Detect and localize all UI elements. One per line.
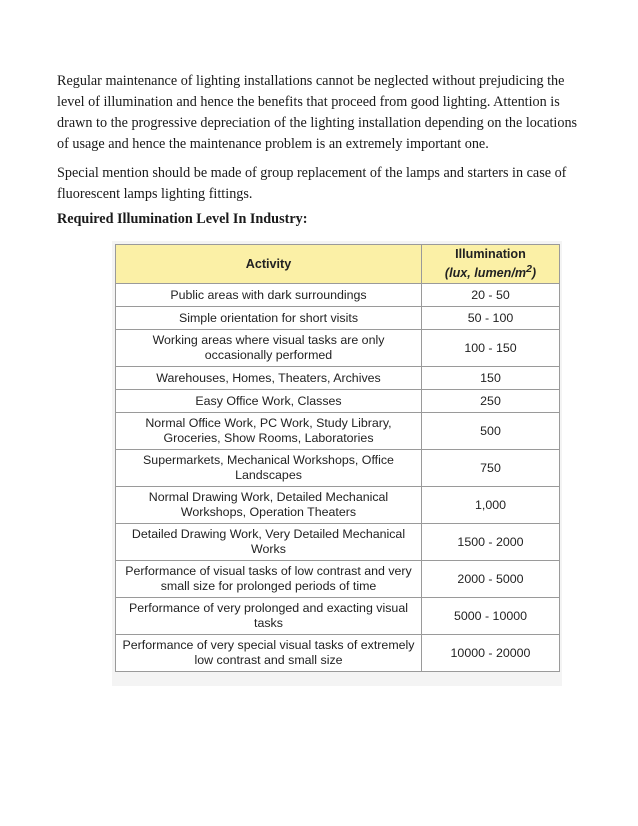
activity-cell: Normal Office Work, PC Work, Study Library, Groceries, Show Rooms, Laboratories bbox=[116, 413, 422, 450]
illumination-table bbox=[115, 244, 560, 672]
activity-cell: Performance of visual tasks of low contrast and very small size for prolonged periods of time bbox=[116, 561, 422, 598]
illumination-cell: 100 - 150 bbox=[422, 330, 560, 367]
activity-cell: Public areas with dark surroundings bbox=[116, 284, 422, 307]
activity-cell: Performance of very special visual tasks of extremely low contrast and small size bbox=[116, 635, 422, 672]
table-row bbox=[116, 561, 560, 598]
table-row bbox=[116, 390, 560, 413]
illumination-cell: 1500 - 2000 bbox=[422, 524, 560, 561]
activity-cell: Detailed Drawing Work, Very Detailed Mechanical Works bbox=[116, 524, 422, 561]
illumination-cell: 20 - 50 bbox=[422, 284, 560, 307]
illumination-cell: 10000 - 20000 bbox=[422, 635, 560, 672]
unit-superscript: 2 bbox=[526, 262, 532, 275]
table-row bbox=[116, 487, 560, 524]
illumination-table-image bbox=[112, 241, 562, 686]
illumination-cell: 2000 - 5000 bbox=[422, 561, 560, 598]
header-illumination-label: Illumination bbox=[455, 246, 526, 261]
illumination-cell: 500 bbox=[422, 413, 560, 450]
header-illumination-unit bbox=[444, 262, 537, 281]
activity-cell: Warehouses, Homes, Theaters, Archives bbox=[116, 367, 422, 390]
paragraph-group-replacement: Special mention should be made of group replacement of the lamps and starters in case of fluorescent lamps lighting fittings. bbox=[57, 165, 567, 202]
table-row bbox=[116, 413, 560, 450]
header-activity: Activity bbox=[116, 245, 422, 284]
activity-cell: Simple orientation for short visits bbox=[116, 307, 422, 330]
illumination-cell: 250 bbox=[422, 390, 560, 413]
illumination-cell: 1,000 bbox=[422, 487, 560, 524]
illumination-cell: 5000 - 10000 bbox=[422, 598, 560, 635]
table-row bbox=[116, 330, 560, 367]
activity-cell: Normal Drawing Work, Detailed Mechanical Workshops, Operation Theaters bbox=[116, 487, 422, 524]
activity-cell: Easy Office Work, Classes bbox=[116, 390, 422, 413]
table-row bbox=[116, 635, 560, 672]
table-row bbox=[116, 524, 560, 561]
activity-cell: Supermarkets, Mechanical Workshops, Office Landscapes bbox=[116, 450, 422, 487]
illumination-cell: 150 bbox=[422, 367, 560, 390]
table-row bbox=[116, 450, 560, 487]
header-illumination bbox=[422, 245, 560, 284]
table-row bbox=[116, 367, 560, 390]
paragraph-maintenance: Regular maintenance of lighting installations cannot be neglected without prejudicing the level of illumination and hence the benefits that proceed from good lighting. Attention is drawn to the progressive depreciation of the lighting installation depending on the locations of usage and hence the maintenance problem is an extremely important one. bbox=[57, 73, 578, 152]
table-header-row bbox=[116, 245, 560, 284]
unit-prefix: (lux, lumen/m bbox=[444, 266, 527, 281]
activity-cell: Working areas where visual tasks are only occasionally performed bbox=[116, 330, 422, 367]
activity-cell: Performance of very prolonged and exacting visual tasks bbox=[116, 598, 422, 635]
illumination-cell: 50 - 100 bbox=[422, 307, 560, 330]
illumination-cell: 750 bbox=[422, 450, 560, 487]
table-row bbox=[116, 284, 560, 307]
table-row bbox=[116, 598, 560, 635]
section-heading: Required Illumination Level In Industry: bbox=[57, 211, 308, 227]
unit-suffix: ) bbox=[531, 266, 537, 281]
table-row bbox=[116, 307, 560, 330]
